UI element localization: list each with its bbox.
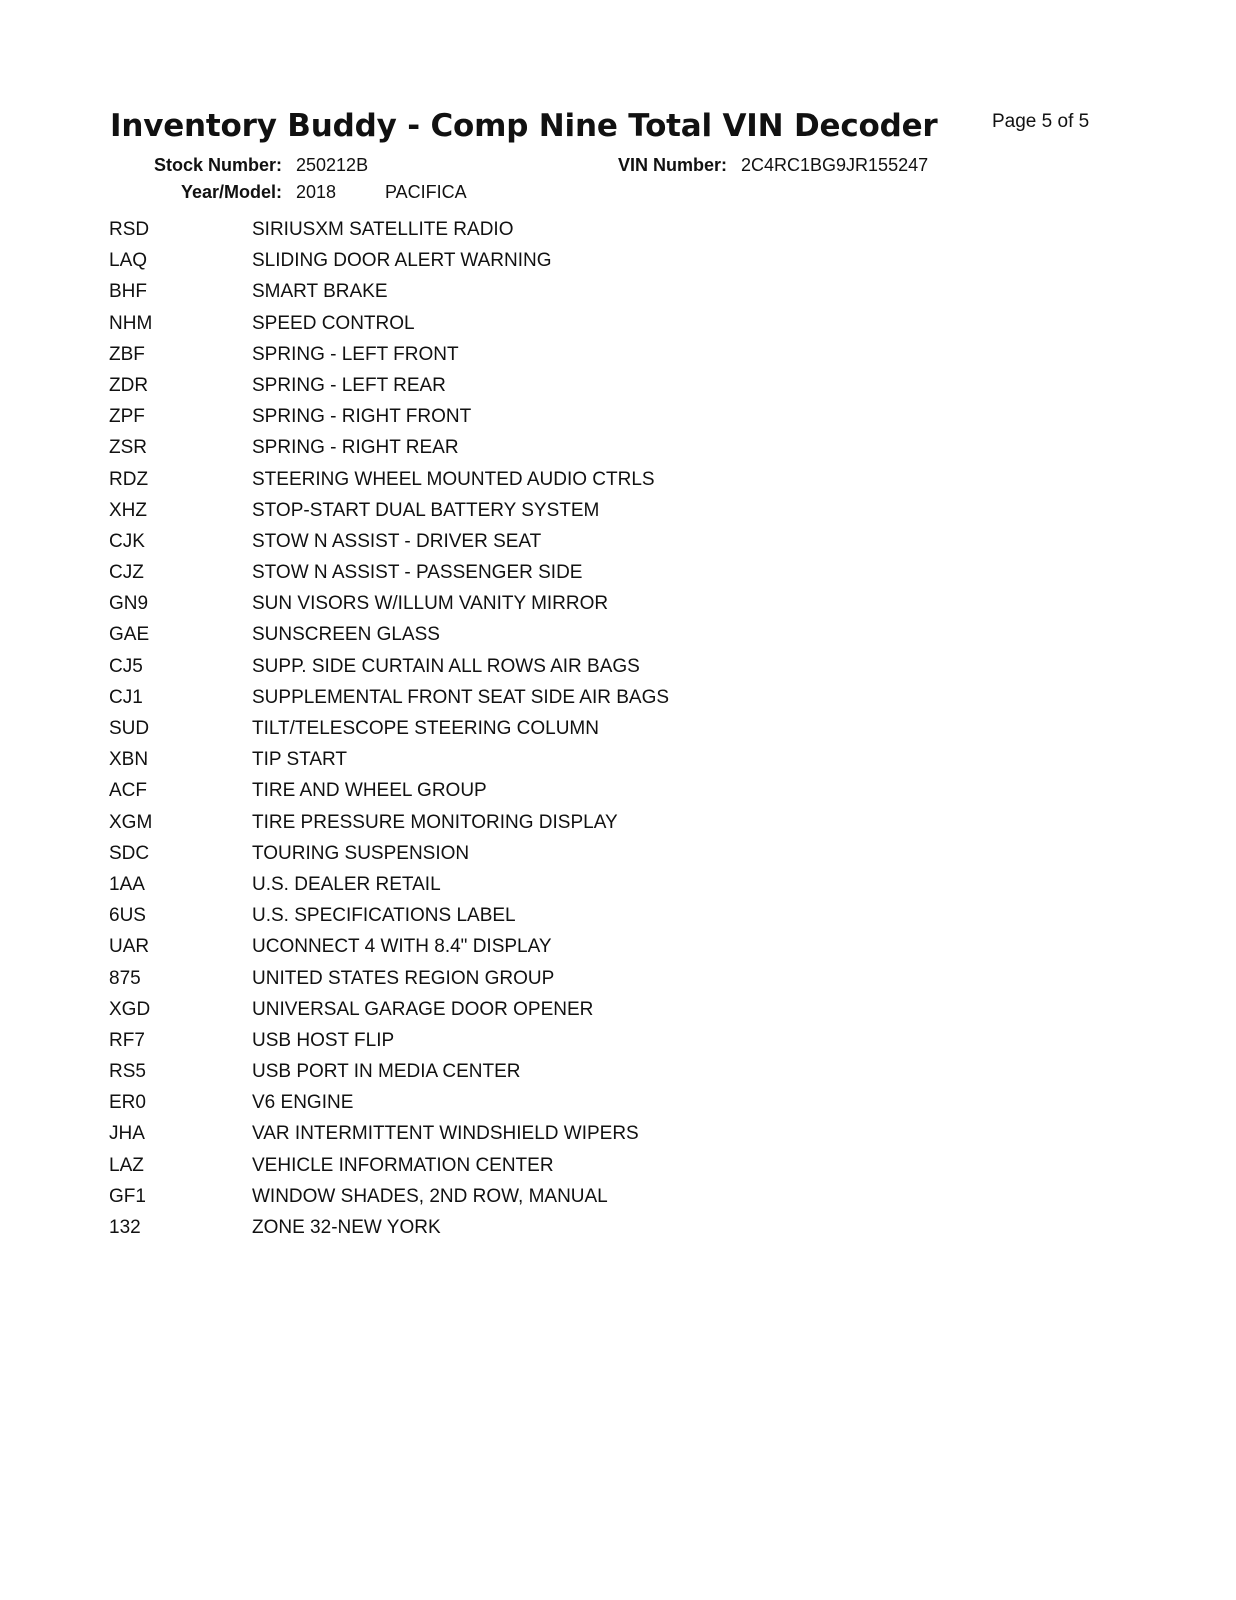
option-code: JHA [109, 1123, 145, 1145]
option-code: LAQ [109, 250, 148, 272]
option-code: 6US [109, 905, 146, 927]
option-description: UNITED STATES REGION GROUP [252, 967, 555, 989]
option-code: CJ1 [109, 686, 143, 708]
model-value: PACIFICA [385, 182, 467, 202]
option-code: CJZ [109, 562, 144, 584]
stock-number-label: Stock Number: [153, 155, 282, 175]
document-title: Inventory Buddy - Comp Nine Total VIN Decoder [110, 108, 938, 144]
option-description: SPRING - RIGHT FRONT [252, 406, 472, 428]
option-description: VEHICLE INFORMATION CENTER [252, 1154, 554, 1176]
option-description: USB PORT IN MEDIA CENTER [252, 1061, 521, 1083]
option-code: CJ5 [109, 655, 143, 677]
option-code: SDC [109, 842, 150, 864]
page-number: Page 5 of 5 [992, 111, 1090, 132]
option-description: USB HOST FLIP [252, 1029, 395, 1051]
option-description: SUNSCREEN GLASS [252, 624, 440, 646]
option-code: ZSR [109, 437, 147, 459]
option-code: ZBF [109, 343, 145, 365]
option-code: SUD [109, 718, 150, 739]
option-description: TIRE AND WHEEL GROUP [252, 780, 487, 802]
option-description: TIRE PRESSURE MONITORING DISPLAY [252, 811, 618, 833]
vin-number-value: 2C4RC1BG9JR155247 [741, 155, 929, 175]
option-code: XHZ [109, 499, 147, 521]
option-code: UAR [109, 936, 150, 958]
option-description: VAR INTERMITTENT WINDSHIELD WIPERS [252, 1123, 639, 1145]
year-value: 2018 [296, 182, 337, 202]
option-description: SPRING - LEFT FRONT [252, 343, 459, 365]
option-description: SUPP. SIDE CURTAIN ALL ROWS AIR BAGS [252, 655, 640, 677]
option-code: RS5 [109, 1061, 146, 1083]
option-code: CJK [109, 530, 145, 552]
option-description: UNIVERSAL GARAGE DOOR OPENER [252, 998, 594, 1020]
option-description: STEERING WHEEL MOUNTED AUDIO CTRLS [252, 468, 655, 490]
option-description: U.S. DEALER RETAIL [252, 873, 441, 895]
option-code: XGM [109, 811, 153, 833]
option-code: ACF [109, 780, 147, 802]
option-code: BHF [109, 281, 147, 303]
option-description: TILT/TELESCOPE STEERING COLUMN [252, 718, 599, 739]
option-description: SPEED CONTROL [252, 312, 415, 334]
option-description: STOP-START DUAL BATTERY SYSTEM [252, 499, 600, 521]
stock-number-value: 250212B [296, 155, 369, 175]
option-description: TOURING SUSPENSION [252, 842, 470, 864]
option-description: SPRING - LEFT REAR [252, 374, 446, 396]
option-code: GN9 [109, 593, 149, 615]
option-description: SPRING - RIGHT REAR [252, 437, 459, 459]
option-description: U.S. SPECIFICATIONS LABEL [252, 905, 516, 927]
option-code: RDZ [109, 468, 149, 490]
option-description: SMART BRAKE [252, 281, 388, 303]
option-code: ZDR [109, 374, 149, 396]
option-code: RF7 [109, 1029, 145, 1051]
option-code: GF1 [109, 1185, 146, 1207]
option-code: 132 [109, 1217, 141, 1238]
option-code: RSD [109, 219, 150, 240]
option-description: SIRIUSXM SATELLITE RADIO [252, 219, 514, 240]
option-code: GAE [109, 624, 150, 646]
option-code: ER0 [109, 1092, 146, 1114]
option-description: TIP START [252, 749, 348, 771]
option-code: NHM [109, 312, 153, 334]
option-description: SUN VISORS W/ILLUM VANITY MIRROR [252, 593, 609, 615]
option-description: STOW N ASSIST - PASSENGER SIDE [252, 562, 583, 584]
option-description: SLIDING DOOR ALERT WARNING [252, 250, 552, 272]
option-code: LAZ [109, 1154, 144, 1176]
year-model-label: Year/Model: [180, 182, 282, 202]
option-description: SUPPLEMENTAL FRONT SEAT SIDE AIR BAGS [252, 686, 670, 708]
option-code: ZPF [109, 406, 145, 428]
option-code: 1AA [109, 873, 145, 895]
vin-number-label: VIN Number: [617, 155, 727, 175]
option-description: STOW N ASSIST - DRIVER SEAT [252, 530, 542, 552]
option-description: V6 ENGINE [252, 1092, 354, 1114]
option-code: XBN [109, 749, 149, 771]
option-description: ZONE 32-NEW YORK [252, 1217, 441, 1238]
option-code: XGD [109, 998, 151, 1020]
option-description: WINDOW SHADES, 2ND ROW, MANUAL [252, 1185, 608, 1207]
option-description: UCONNECT 4 WITH 8.4" DISPLAY [252, 936, 552, 958]
option-code: 875 [109, 967, 141, 989]
